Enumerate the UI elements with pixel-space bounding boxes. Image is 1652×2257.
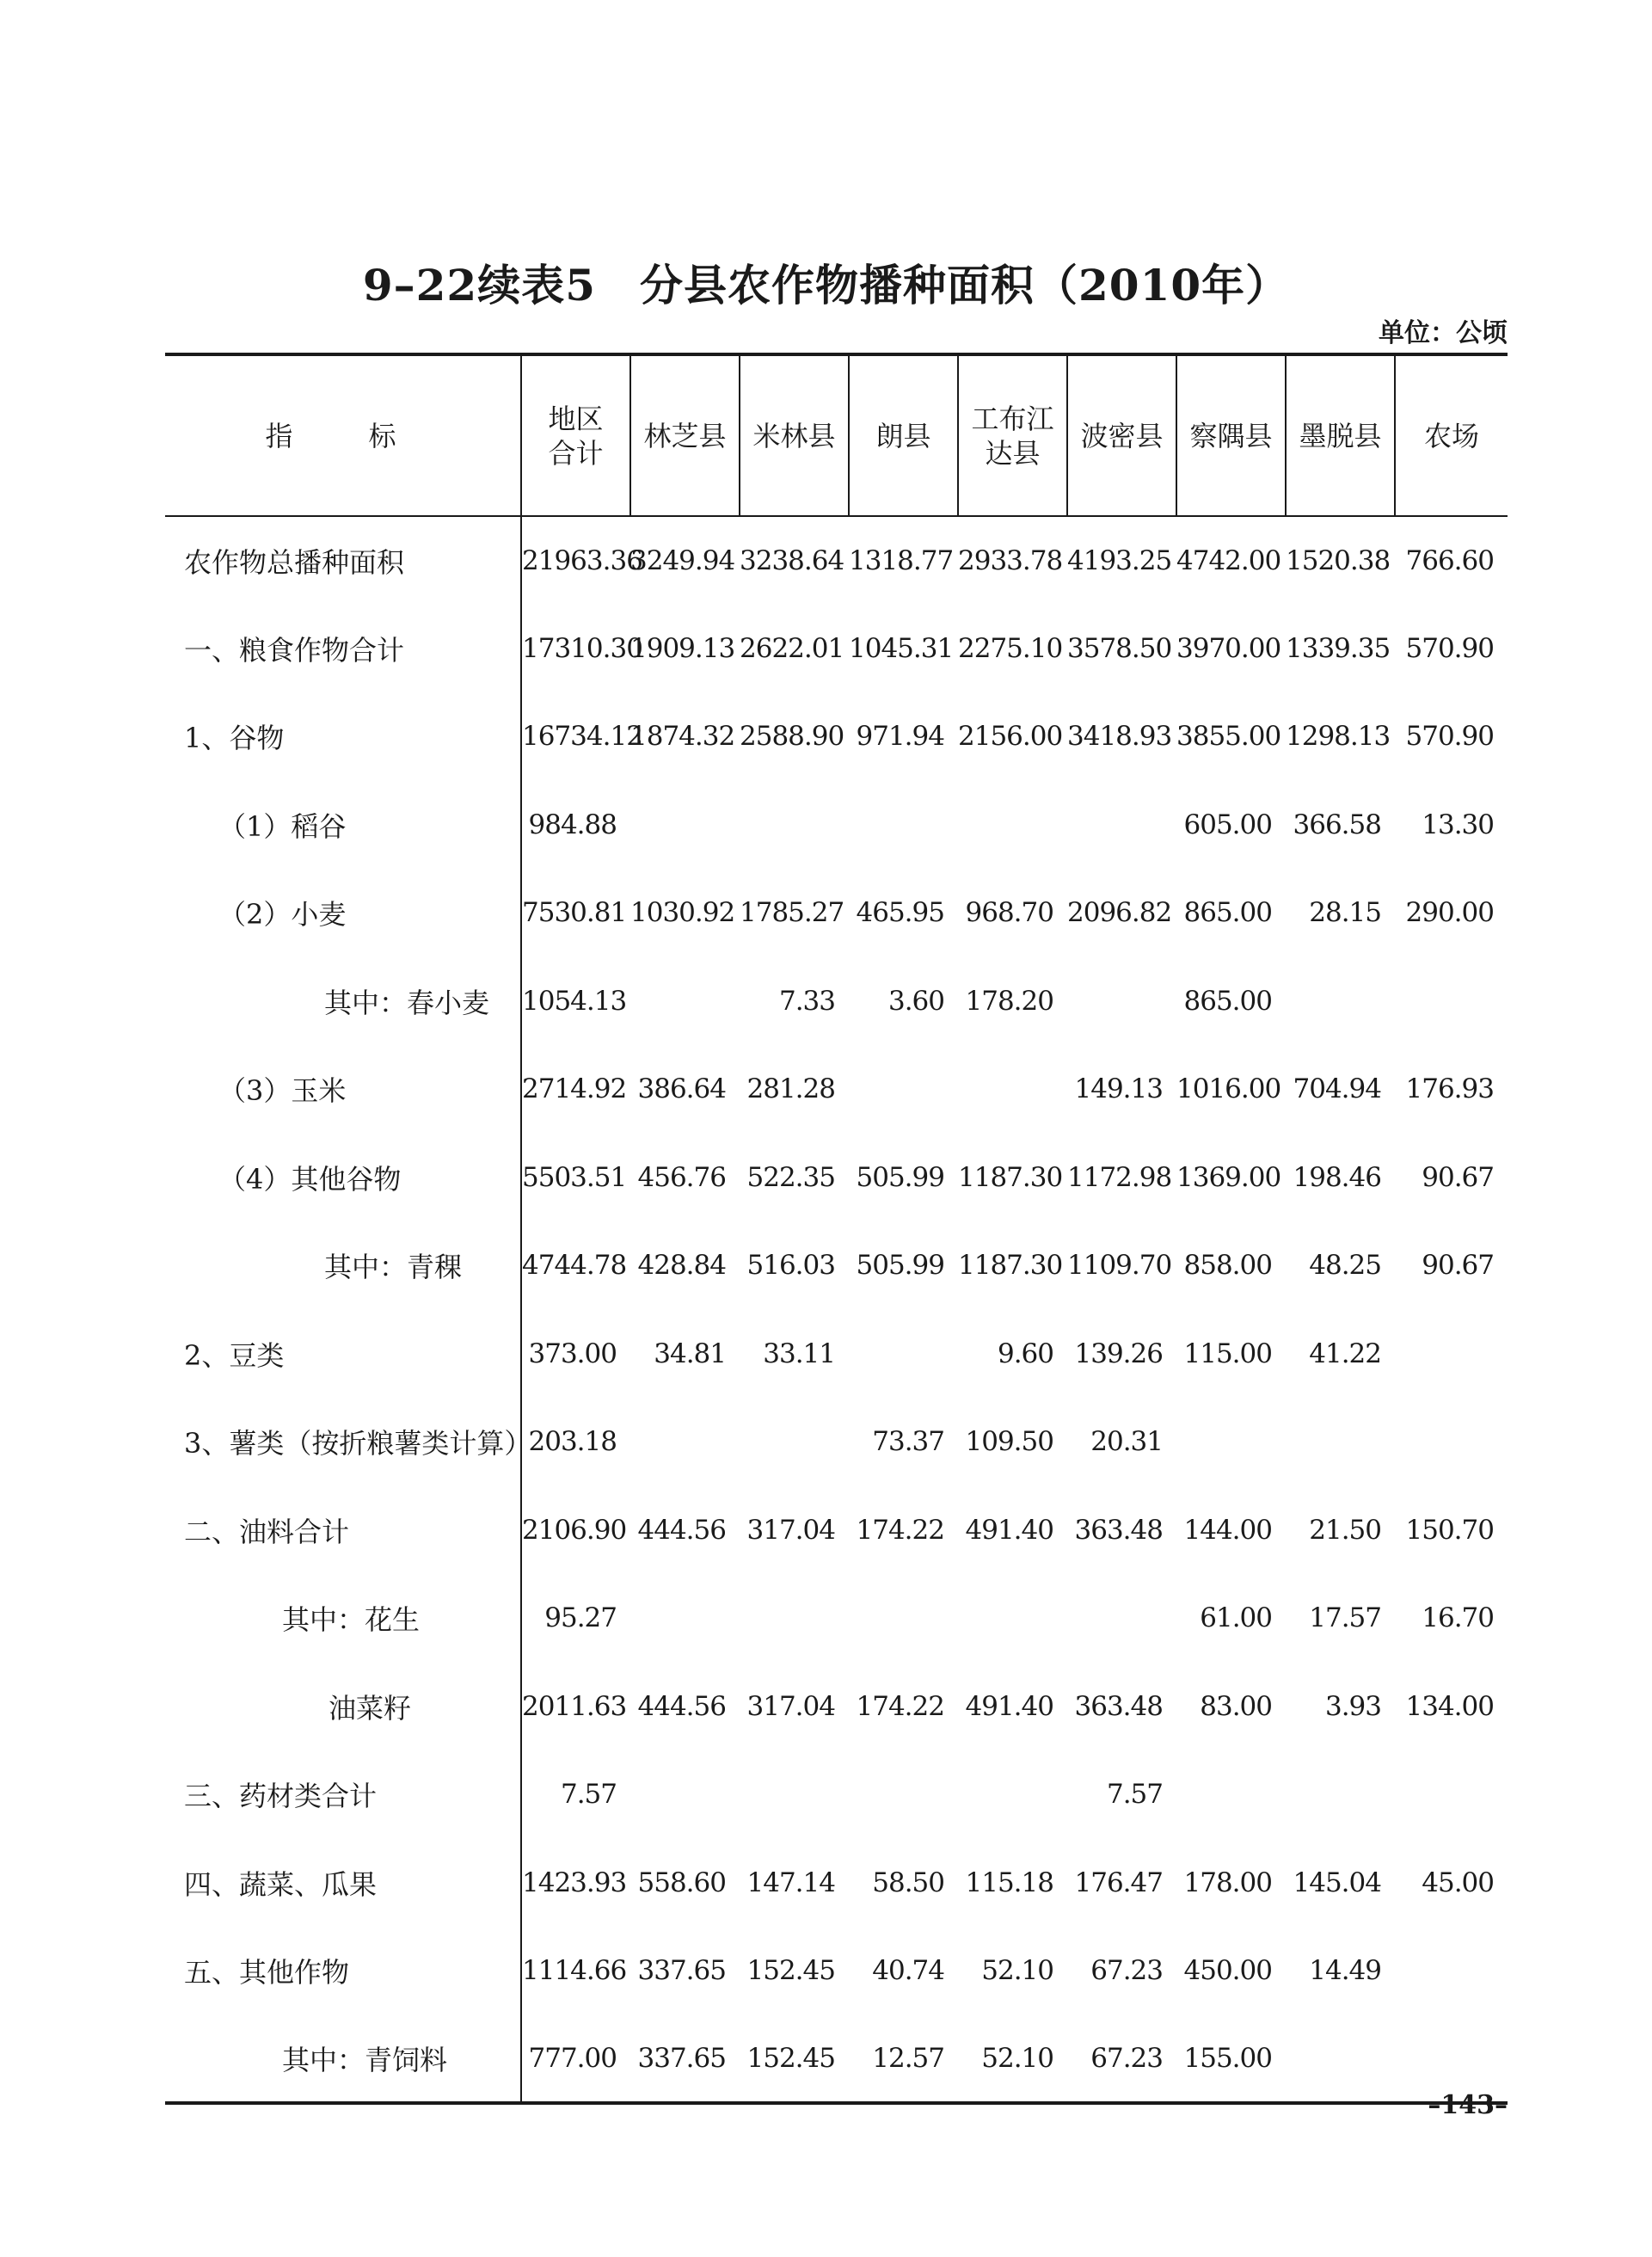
table-cell — [630, 781, 740, 870]
crop-area-table — [165, 353, 1508, 2105]
table-cell: 865.00 — [1183, 897, 1272, 929]
table-cell — [630, 1398, 740, 1486]
table-cell: 1785.27 — [740, 897, 844, 929]
table-cell: 7.57 — [1106, 1779, 1163, 1811]
table-cell: 152.45 — [746, 1955, 835, 1987]
header-row — [165, 354, 1508, 516]
table-cell: 52.10 — [981, 1955, 1053, 1987]
table-cell: 373.00 — [521, 1310, 630, 1399]
table-cell: 2096.82 — [1067, 897, 1172, 929]
row-label: 其中：春小麦 — [324, 986, 490, 1019]
table-cell: 1045.31 — [849, 632, 954, 664]
column-header-mainling: 米林县 — [740, 354, 849, 516]
table-cell: 139.26 — [1074, 1338, 1163, 1369]
table-cell: 7530.81 — [521, 869, 630, 957]
page-number: –143– — [1428, 2090, 1508, 2120]
table-cell: 337.65 — [637, 1955, 726, 1987]
table-cell: 984.88 — [521, 781, 630, 870]
table-cell: 176.47 — [1074, 1866, 1163, 1898]
table-cell: 1016.00 — [1176, 1073, 1281, 1105]
table-cell: 777.00 — [521, 2015, 630, 2104]
table-cell — [958, 1045, 1067, 1134]
table-cell — [740, 1398, 849, 1486]
table-cell: 386.64 — [637, 1073, 726, 1105]
table-row — [165, 1574, 1508, 1663]
column-header-zayu: 察隅县 — [1176, 354, 1286, 516]
table-cell: 21963.36 — [521, 516, 630, 605]
table-cell — [1176, 1750, 1286, 1839]
row-label: 其中：青稞 — [324, 1251, 463, 1284]
table-cell: 1030.92 — [630, 897, 735, 929]
table-cell: 12.57 — [849, 2015, 958, 2104]
column-header-medog: 墨脱县 — [1286, 354, 1395, 516]
table-cell: 1187.30 — [958, 1250, 1063, 1282]
table-cell — [849, 1310, 958, 1399]
row-label: 二、油料合计 — [184, 1515, 350, 1548]
table-cell: 2106.90 — [521, 1486, 630, 1575]
row-label: 1、谷物 — [184, 722, 285, 755]
table-cell: 109.50 — [965, 1426, 1053, 1458]
table-cell: 3578.50 — [1067, 632, 1172, 664]
table-row — [165, 957, 1508, 1046]
table-cell: 198.46 — [1293, 1161, 1381, 1193]
table-cell: 1054.13 — [521, 957, 630, 1046]
table-cell: 20.31 — [1090, 1426, 1163, 1458]
table-cell: 444.56 — [637, 1514, 726, 1546]
table-row — [165, 1486, 1508, 1575]
column-header-gongbo-gyamda: 工布江 达县 — [958, 354, 1067, 516]
row-label: 五、其他作物 — [184, 1956, 350, 1989]
table-cell: 605.00 — [1183, 809, 1272, 840]
table-cell: 704.94 — [1293, 1073, 1381, 1105]
row-label: 农作物总播种面积 — [184, 545, 405, 579]
table-cell — [849, 1574, 958, 1663]
table-cell: 174.22 — [856, 1514, 944, 1546]
table-cell: 203.18 — [521, 1398, 630, 1486]
table-cell: 456.76 — [637, 1161, 726, 1193]
table-cell: 558.60 — [637, 1866, 726, 1898]
table-cell: 48.25 — [1309, 1250, 1381, 1282]
table-row — [165, 1750, 1508, 1839]
table-row — [165, 869, 1508, 957]
table-cell: 516.03 — [746, 1250, 835, 1282]
table-cell: 4742.00 — [1176, 544, 1281, 576]
table-cell: 290.00 — [1405, 897, 1494, 929]
table-cell: 1172.98 — [1067, 1161, 1172, 1193]
table-row — [165, 1221, 1508, 1310]
row-label: （4）其他谷物 — [218, 1162, 402, 1196]
table-row — [165, 1398, 1508, 1486]
table-cell: 9.60 — [997, 1338, 1053, 1369]
table-cell — [849, 781, 958, 870]
table-row — [165, 2015, 1508, 2104]
row-label: 其中：青饲料 — [165, 2015, 521, 2104]
table-cell: 174.22 — [856, 1690, 944, 1722]
table-cell: 176.93 — [1405, 1073, 1494, 1105]
table-cell: 2011.63 — [521, 1663, 630, 1751]
table-cell: 33.11 — [763, 1338, 835, 1369]
table-cell: 1874.32 — [630, 721, 735, 753]
table-cell: 4193.25 — [1067, 544, 1172, 576]
table-cell: 145.04 — [1293, 1866, 1381, 1898]
table-cell: 17.57 — [1309, 1602, 1381, 1634]
table-cell: 766.60 — [1405, 544, 1494, 576]
table-cell: 3.93 — [1324, 1690, 1381, 1722]
table-cell — [1395, 1750, 1508, 1839]
table-cell: 41.22 — [1309, 1338, 1381, 1369]
table-cell: 971.94 — [856, 721, 944, 753]
table-cell: 28.15 — [1309, 897, 1381, 929]
table-cell: 366.58 — [1293, 809, 1381, 840]
column-header-bome: 波密县 — [1067, 354, 1176, 516]
table-cell: 450.00 — [1183, 1955, 1272, 1987]
table-cell — [740, 781, 849, 870]
table-cell — [958, 1574, 1067, 1663]
table-cell: 570.90 — [1405, 632, 1494, 664]
row-label: 四、蔬菜、瓜果 — [184, 1867, 378, 1901]
table-cell: 1187.30 — [958, 1161, 1063, 1193]
table-cell: 152.45 — [740, 2015, 849, 2104]
table-cell — [1286, 2015, 1395, 2104]
table-cell: 58.50 — [872, 1866, 944, 1898]
row-label: （1）稻谷 — [218, 809, 347, 843]
table-cell: 83.00 — [1200, 1690, 1272, 1722]
table-cell: 155.00 — [1176, 2015, 1286, 2104]
column-header-region-total: 地区 合计 — [521, 354, 630, 516]
table-cell: 505.99 — [856, 1250, 944, 1282]
table-cell: 178.00 — [1183, 1866, 1272, 1898]
table-cell: 1109.70 — [1067, 1250, 1172, 1282]
table-cell — [849, 1750, 958, 1839]
table-cell: 1298.13 — [1286, 721, 1391, 753]
table-cell: 522.35 — [746, 1161, 835, 1193]
table-cell: 16.70 — [1422, 1602, 1494, 1634]
table-cell: 67.23 — [1090, 1955, 1163, 1987]
table-cell — [1067, 957, 1176, 1046]
table-cell: 1339.35 — [1286, 632, 1391, 664]
table-cell: 115.00 — [1183, 1338, 1272, 1369]
row-label: 一、粮食作物合计 — [184, 633, 405, 667]
table-cell — [630, 1574, 740, 1663]
table-row — [165, 1663, 1508, 1751]
table-cell: 444.56 — [637, 1690, 726, 1722]
table-cell: 858.00 — [1183, 1250, 1272, 1282]
table-title: 9–22续表5 分县农作物播种面积（2010年） — [362, 260, 1290, 311]
table-cell: 3249.94 — [630, 544, 735, 576]
table-cell: 491.40 — [965, 1690, 1053, 1722]
table-cell — [1395, 1398, 1508, 1486]
row-label: 三、药材类合计 — [184, 1780, 378, 1813]
table-row — [165, 781, 1508, 870]
table-cell: 1114.66 — [521, 1927, 630, 2015]
table-cell: 147.14 — [746, 1866, 835, 1898]
table-cell: 505.99 — [856, 1161, 944, 1193]
table-cell: 34.81 — [654, 1338, 726, 1369]
table-cell: 337.65 — [630, 2015, 740, 2104]
table-cell: 90.67 — [1422, 1250, 1494, 1282]
row-label: 3、薯类（按折粮薯类计算） — [184, 1427, 532, 1461]
table-cell: 363.48 — [1074, 1514, 1163, 1546]
table-cell: 90.67 — [1422, 1161, 1494, 1193]
table-cell — [1395, 1310, 1508, 1399]
table-cell: 3970.00 — [1176, 632, 1281, 664]
row-label: （3）玉米 — [218, 1074, 347, 1108]
table-cell: 491.40 — [965, 1514, 1053, 1546]
table-cell: 1909.13 — [630, 632, 735, 664]
table-row — [165, 605, 1508, 693]
table-cell: 1318.77 — [849, 544, 954, 576]
table-cell: 570.90 — [1405, 721, 1494, 753]
table-cell: 281.28 — [746, 1073, 835, 1105]
table-cell — [1395, 1927, 1508, 2015]
table-cell: 1520.38 — [1286, 544, 1391, 576]
table-cell: 2714.92 — [521, 1045, 630, 1134]
table-row — [165, 1839, 1508, 1928]
table-cell — [630, 1750, 740, 1839]
table-cell: 2588.90 — [740, 721, 844, 753]
table-cell — [1395, 957, 1508, 1046]
table-cell: 14.49 — [1309, 1955, 1381, 1987]
table-cell: 150.70 — [1405, 1514, 1494, 1546]
table-cell: 13.30 — [1422, 809, 1494, 840]
table-cell — [849, 1045, 958, 1134]
table-cell: 61.00 — [1200, 1602, 1272, 1634]
table-cell: 3238.64 — [740, 544, 844, 576]
table-row — [165, 516, 1508, 605]
column-header-nang: 朗县 — [849, 354, 958, 516]
table-row — [165, 1310, 1508, 1399]
table-row — [165, 1134, 1508, 1222]
table-cell: 865.00 — [1183, 985, 1272, 1017]
table-cell: 67.23 — [1067, 2015, 1176, 2104]
table-cell — [630, 957, 740, 1046]
table-cell: 16734.12 — [521, 692, 630, 781]
table-row — [165, 1927, 1508, 2015]
table-cell: 21.50 — [1309, 1514, 1381, 1546]
table-cell: 115.18 — [965, 1866, 1053, 1898]
table-cell: 2933.78 — [958, 544, 1063, 576]
table-cell: 363.48 — [1074, 1690, 1163, 1722]
table-row — [165, 1045, 1508, 1134]
table-cell — [1286, 1750, 1395, 1839]
table-cell — [1286, 1398, 1395, 1486]
table-cell — [1286, 957, 1395, 1046]
table-cell — [740, 1574, 849, 1663]
table-cell: 1423.93 — [521, 1839, 630, 1928]
table-cell: 45.00 — [1422, 1866, 1494, 1898]
table-cell: 317.04 — [746, 1690, 835, 1722]
row-label: 油菜籽 — [329, 1691, 412, 1725]
table-cell: 3418.93 — [1067, 721, 1172, 753]
table-cell: 4744.78 — [521, 1221, 630, 1310]
table-cell: 144.00 — [1183, 1514, 1272, 1546]
table-cell: 134.00 — [1405, 1690, 1494, 1722]
row-label: 2、豆类 — [184, 1338, 285, 1372]
table-cell: 428.84 — [637, 1250, 726, 1282]
table-cell: 317.04 — [746, 1514, 835, 1546]
row-label: （2）小麦 — [218, 898, 347, 932]
table-cell: 73.37 — [872, 1426, 944, 1458]
row-label: 其中：花生 — [282, 1603, 421, 1637]
table-cell: 149.13 — [1074, 1073, 1163, 1105]
table-cell: 7.57 — [521, 1750, 630, 1839]
table-cell: 5503.51 — [521, 1134, 630, 1222]
table-cell: 95.27 — [521, 1574, 630, 1663]
table-cell: 2622.01 — [740, 632, 844, 664]
table-cell: 52.10 — [958, 2015, 1067, 2104]
table-cell — [1067, 781, 1176, 870]
column-header-farm: 农场 — [1395, 354, 1508, 516]
table-cell — [1067, 1574, 1176, 1663]
table-row — [165, 692, 1508, 781]
table-cell: 3.60 — [887, 985, 944, 1017]
table-cell — [1176, 1398, 1286, 1486]
table-cell: 178.20 — [965, 985, 1053, 1017]
table-cell — [958, 781, 1067, 870]
table-cell: 2156.00 — [958, 721, 1063, 753]
table-cell: 2275.10 — [958, 632, 1063, 664]
table-cell: 7.33 — [778, 985, 835, 1017]
unit-label: 单位：公顷 — [1379, 318, 1508, 348]
table-cell: 465.95 — [856, 897, 944, 929]
table-cell: 17310.30 — [521, 605, 630, 693]
table-cell: 40.74 — [872, 1955, 944, 1987]
column-header-nyingchi: 林芝县 — [630, 354, 740, 516]
table-cell: 3855.00 — [1176, 721, 1281, 753]
column-header-indicator: 指 标 — [165, 354, 521, 516]
table-cell — [740, 1750, 849, 1839]
table-cell: 968.70 — [965, 897, 1053, 929]
table-cell — [958, 1750, 1067, 1839]
table-cell: 1369.00 — [1176, 1161, 1281, 1193]
